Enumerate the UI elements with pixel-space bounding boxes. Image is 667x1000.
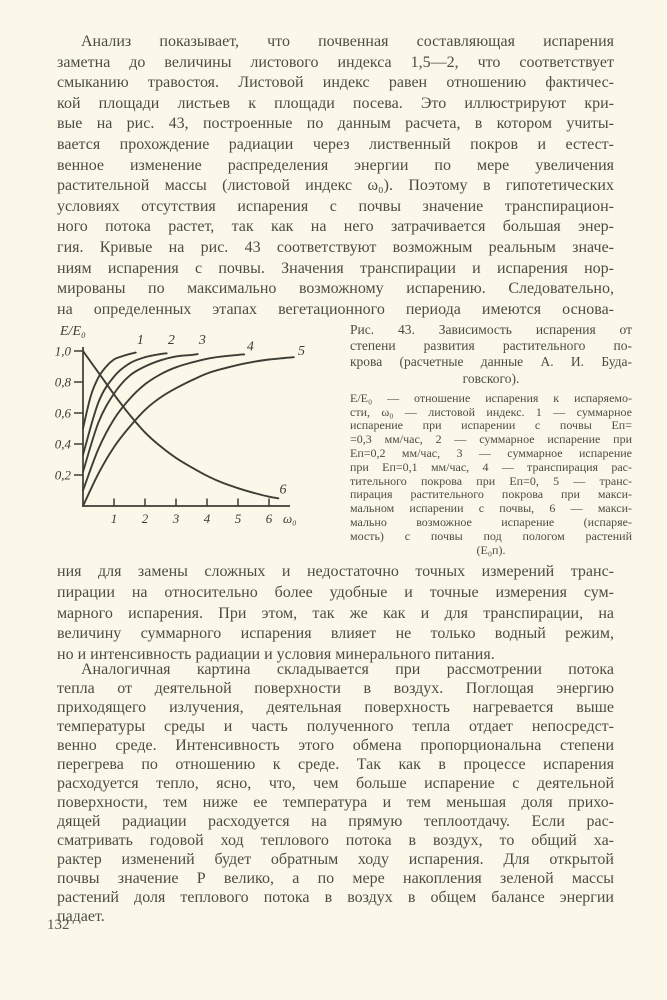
text-line: пирации на относительно более удобные и точные измерения сум- (57, 583, 614, 601)
text-line: при Eп=0,1 мм/час, 4 — транспирация рас- (350, 459, 632, 474)
text-line: испарение при испарении с почвы Eп= (350, 418, 632, 433)
text-line: венное изменение распределения энергии по мере увеличения (57, 156, 614, 174)
svg-text:5: 5 (234, 511, 242, 526)
svg-text:E/E₀: E/E₀ (60, 324, 86, 339)
figure-caption-title (350, 322, 632, 387)
text-line: растений доля теплового потока в воздух в общем балансе энергии (57, 889, 614, 906)
text-line: крова (расчетные данные А. И. Буда- (350, 354, 632, 370)
text-line: величину суммарного испарения влияет не только водный режим, (57, 625, 614, 643)
text-line: поверхности, тем ниже ее температура и тем меньшая доля прихо- (57, 794, 614, 811)
text-line: пирация растительного покрова при макси- (350, 487, 632, 502)
text-line: =0,3 мм/час, 2 — суммарное испарение при (350, 432, 632, 447)
text-line: перегрева по отношению к среде. Так как в процессе испарения (57, 756, 614, 773)
svg-text:4: 4 (203, 511, 211, 526)
page-number: 132 (47, 917, 70, 933)
text-line: вается прохождение радиации через лиственный покров и естест- (57, 135, 614, 153)
text-line: приходящего излучения, деятельная поверхность нагревается выше (57, 699, 614, 716)
text-line: рактер изменений будет обратным ходу испарения. Для открытой (57, 851, 614, 868)
text-line: дящей радиации расходуется на прямую теплоотдачу. Если рас- (57, 813, 614, 830)
svg-text:0,8: 0,8 (54, 374, 71, 390)
text-line: гия. Кривые на рис. 43 соответствуют возможным реальным значе- (57, 238, 614, 256)
text-line: степени развития растительного по- (350, 338, 632, 354)
text-line: (E₀п). (476, 542, 506, 557)
svg-text:3: 3 (172, 511, 180, 526)
text-line: венно среде. Интенсивность этого обмена пропорциональна степени (57, 737, 614, 754)
text-line: тепла от деятельной поверхности в воздух. Поглощая энергию (57, 680, 614, 697)
svg-text:0,4: 0,4 (54, 436, 71, 452)
body-text-block-3 (57, 660, 614, 926)
text-line: мально возможное испарение (испаряе- (350, 514, 632, 529)
figure-43 (0, 316, 667, 558)
text-line: сматривать годовой ход теплового потока в воздух, то общий ха- (57, 832, 614, 849)
text-line: тительного покрова при Eп=0, 5 — транс- (350, 473, 632, 488)
svg-text:1: 1 (110, 511, 118, 526)
text-line: на определенных этапах вегетационного периода имеются основа- (57, 300, 614, 318)
figure-caption-legend (350, 392, 632, 558)
text-line: мированы по максимально возможному испарению. Следовательно, (57, 280, 614, 298)
text-line: E/E₀ — отношение испарения к испаряемо- (350, 390, 632, 405)
text-line: ния для замены сложных и недостаточно точных измерений транс- (57, 563, 614, 580)
text-line: сти, ω₀ — листовой индекс. 1 — суммарное (350, 404, 632, 419)
text-line: Аналогичная картина складывается при рассмотрении потока (81, 661, 614, 678)
svg-text:5: 5 (298, 344, 306, 359)
svg-text:1,0: 1,0 (54, 343, 71, 359)
text-line: почвы значение Р велико, а по мере накопления зеленой массы (57, 870, 614, 887)
text-line: кой площади листьев к площади посева. Это иллюстрируют кри- (57, 94, 614, 112)
text-line: мальном испарении с почвы, 6 — макси- (350, 501, 632, 516)
svg-text:2: 2 (167, 333, 175, 349)
text-line: мость) с почвы под пологом растений (350, 528, 632, 543)
svg-text:4: 4 (246, 339, 254, 355)
text-line: расходуется тепло, ясно, что, чем больше испарение с деятельной (57, 775, 614, 792)
evaporation-curves-plot (50, 318, 350, 552)
text-line: ниям испарения с почвы. Значения транспирации и испарения нор- (57, 259, 614, 277)
svg-text:6: 6 (279, 482, 287, 498)
text-line: растительной массы (листовой индекс ω₀). Поэтому в гипотетических (57, 177, 614, 195)
text-line: но и интенсивность радиации и условия минерального питания. (57, 646, 495, 664)
text-line: температуры среды и часть полученного тепла отдает непосредст- (57, 718, 614, 735)
text-line: ного потока растет, так как на него затрачивается большая энер- (57, 218, 614, 236)
body-text-block-1 (57, 32, 614, 320)
text-line: вые на рис. 43, построенные по данным расчета, в котором учиты- (57, 115, 614, 133)
text-line: условиях отсутствия испарения с почвы значение транспирацион- (57, 197, 614, 215)
text-line: Eп=0,2 мм/час, 3 — суммарное испарение (350, 446, 632, 460)
svg-text:6: 6 (265, 511, 273, 526)
svg-text:0,6: 0,6 (54, 405, 71, 421)
figure-43-caption (350, 322, 632, 557)
svg-text:0,2: 0,2 (54, 467, 71, 483)
figure-43-chart (50, 318, 350, 557)
svg-text:3: 3 (198, 333, 206, 349)
svg-text:1: 1 (136, 333, 144, 349)
text-line: марного испарения. При этом, так же как и для транспирации, на (57, 604, 614, 622)
svg-text:ω₀: ω₀ (283, 511, 297, 526)
text-line: заметна до величины листового индекса 1,5—2, что соответствует (57, 53, 614, 71)
svg-text:2: 2 (141, 511, 149, 526)
body-text-block-2 (57, 562, 614, 666)
text-line: говского). (462, 370, 520, 386)
text-line: Анализ показывает, что почвенная составляющая испарения (81, 33, 614, 50)
text-line: падает. (57, 908, 105, 925)
text-line: смыканию травостоя. Листовой индекс равен отношению фактичес- (57, 74, 614, 92)
text-line: Рис. 43. Зависимость испарения от (350, 322, 632, 337)
